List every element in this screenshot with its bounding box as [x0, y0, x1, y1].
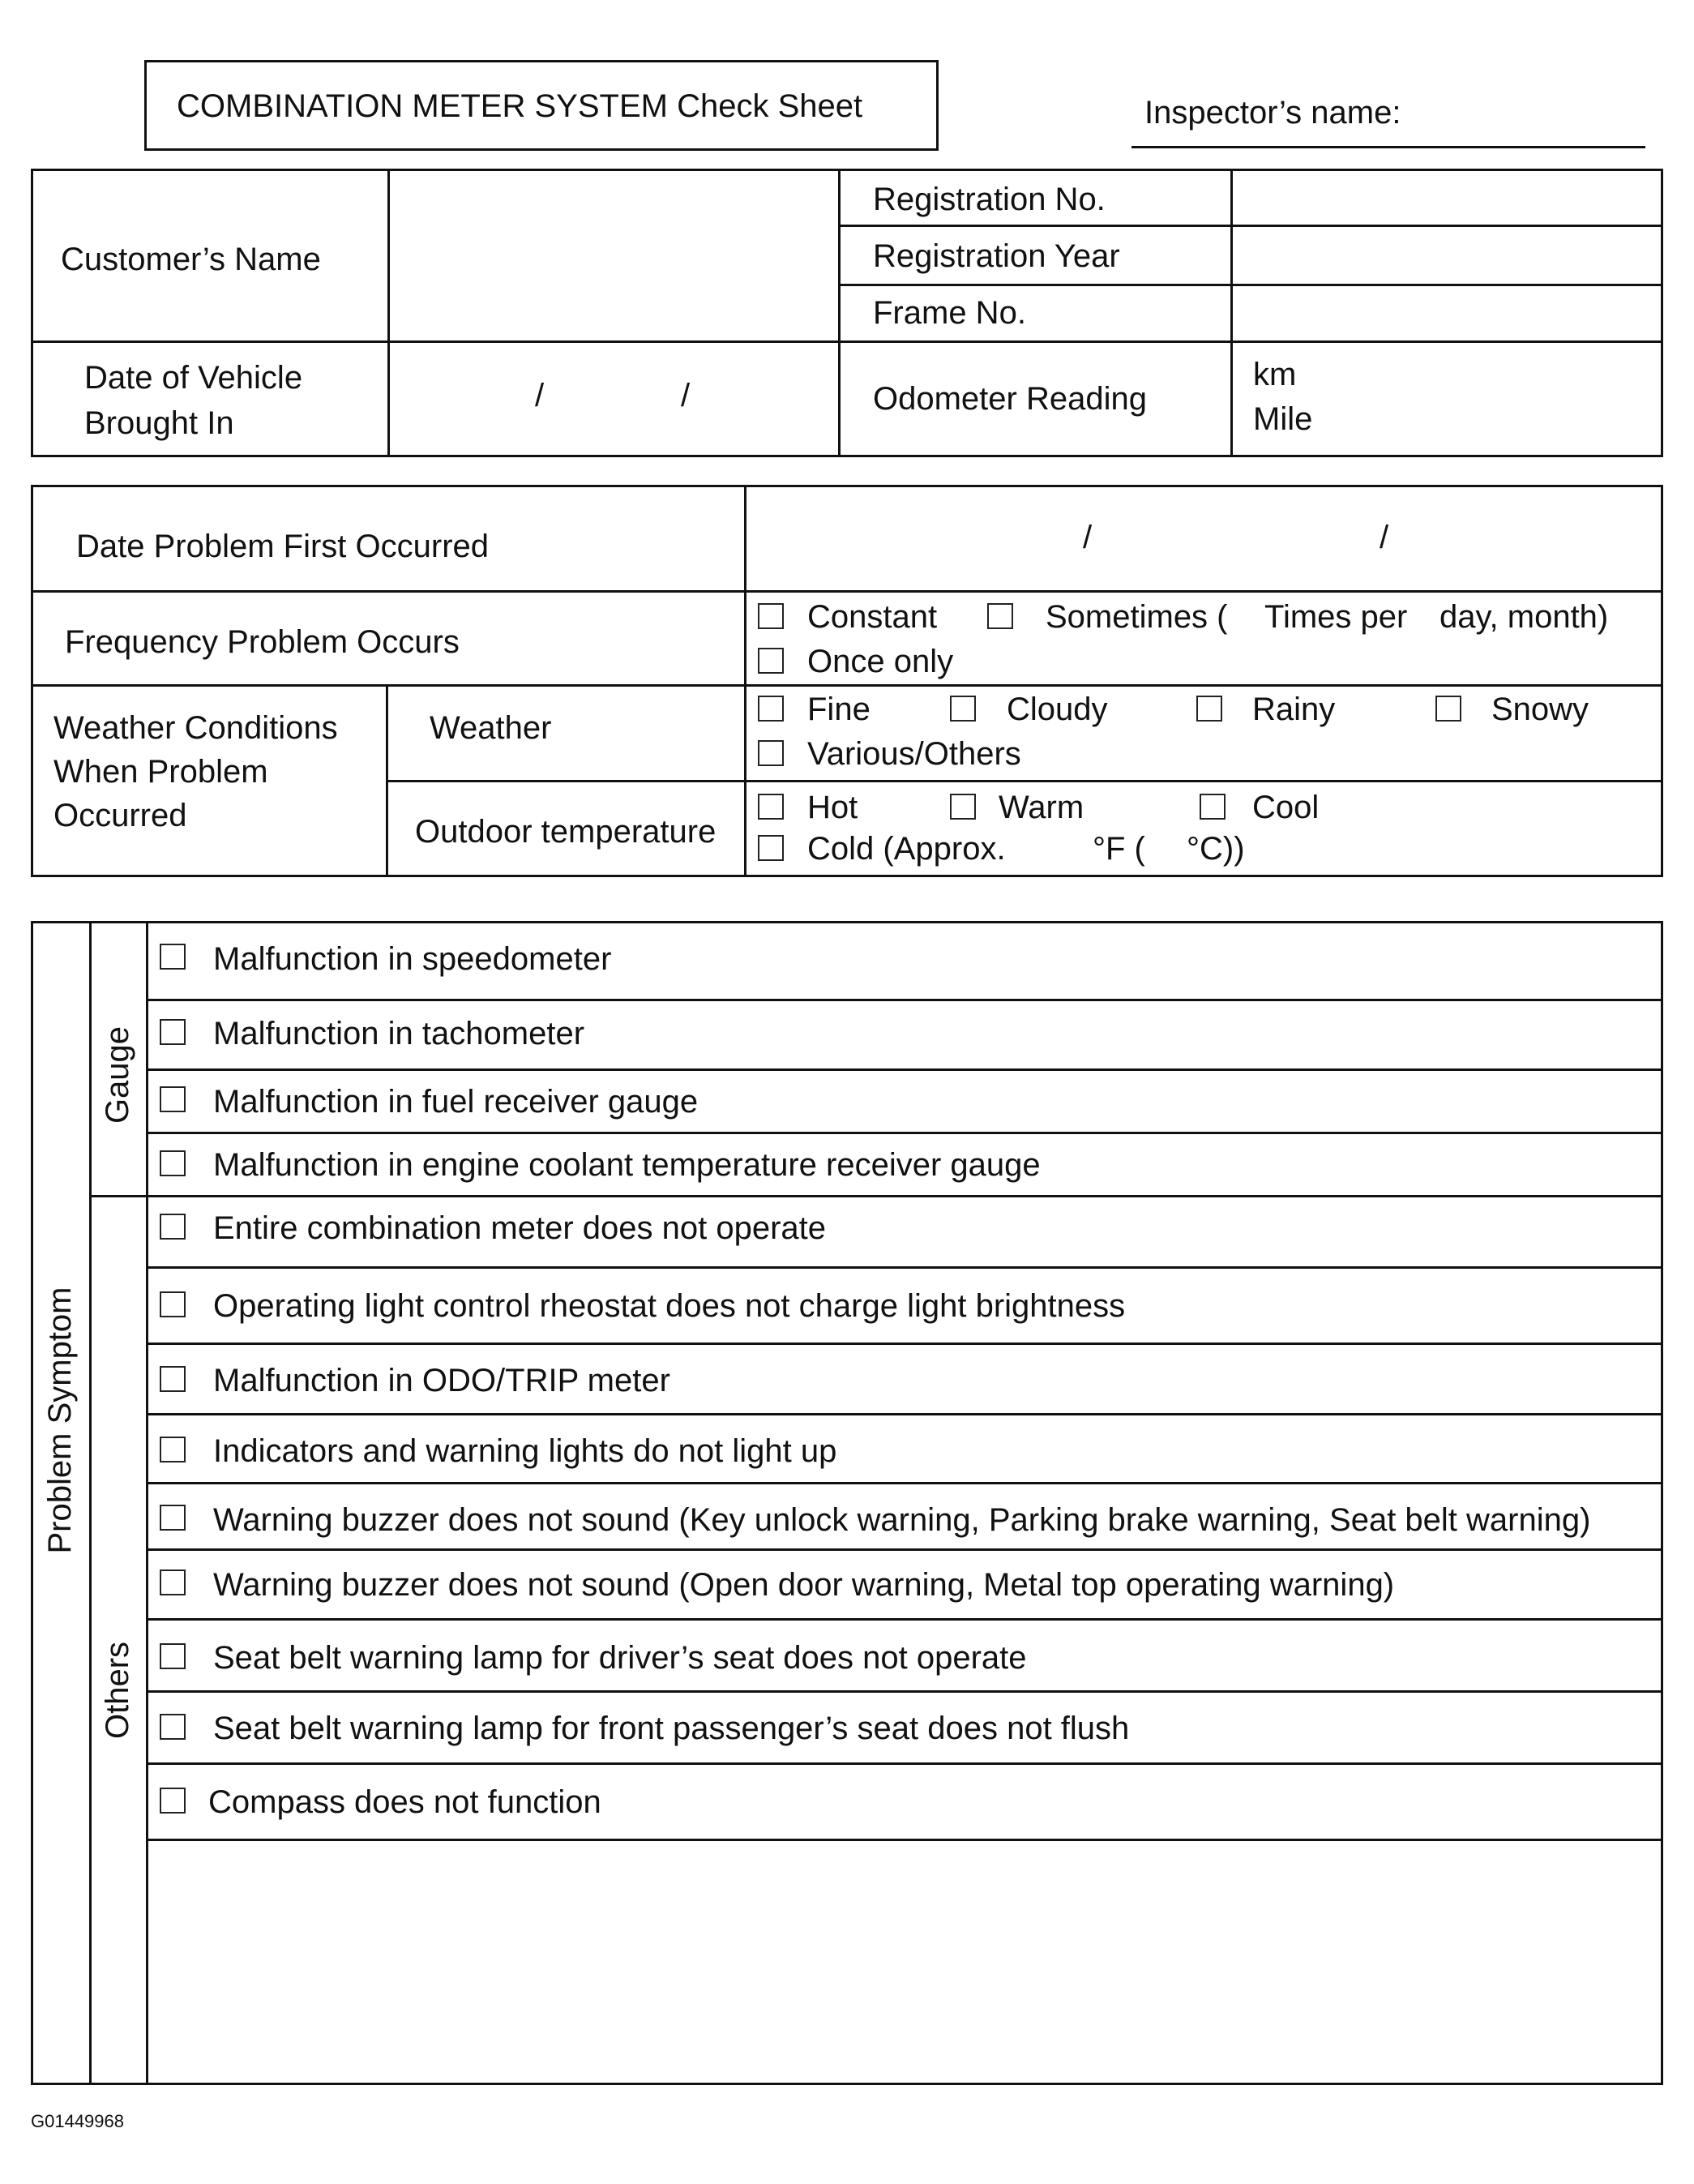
temp-cold-checkbox[interactable]	[758, 835, 784, 861]
date-brought-in-separator: /	[535, 378, 545, 413]
symptom-label: Malfunction in ODO/TRIP meter	[213, 1363, 670, 1398]
symptom-checkbox[interactable]	[160, 1505, 186, 1531]
symptom-checkbox[interactable]	[160, 1437, 186, 1462]
weather-snowy-label: Snowy	[1491, 692, 1589, 727]
frequency-constant-label: Constant	[807, 599, 938, 635]
date-brought-in-label-line2: Brought In	[84, 405, 234, 441]
symptom-label: Seat belt warning lamp for driver’s seat does not operate	[213, 1640, 1027, 1676]
registration-year-label: Registration Year	[873, 238, 1120, 274]
weather-conditions-label-line3: Occurred	[53, 798, 187, 833]
frequency-once-label: Once only	[807, 644, 954, 679]
weather-cloudy-checkbox[interactable]	[950, 696, 976, 722]
symptom-label: Operating light control rheostat does not charge light brightness	[213, 1288, 1126, 1324]
inspector-label: Inspector’s name:	[1144, 95, 1401, 131]
weather-conditions-label-line2: When Problem	[53, 754, 268, 790]
registration-no-label: Registration No.	[873, 182, 1106, 217]
symptom-label: Malfunction in speedometer	[213, 941, 612, 977]
date-first-separator: /	[1380, 520, 1389, 555]
odometer-unit-mile: Mile	[1253, 401, 1313, 437]
weather-various-label: Various/Others	[807, 736, 1021, 772]
symptom-checkbox[interactable]	[160, 1086, 186, 1112]
registration-year-field[interactable]	[1235, 229, 1660, 281]
weather-fine-checkbox[interactable]	[758, 696, 784, 722]
symptom-label: Indicators and warning lights do not light up	[213, 1433, 837, 1469]
list-item	[148, 1484, 1661, 1548]
customer-name-label: Customer’s Name	[61, 242, 321, 277]
weather-rainy-checkbox[interactable]	[1196, 696, 1222, 722]
temp-cold-label: Cold (Approx.	[807, 831, 1006, 867]
registration-no-field[interactable]	[1235, 173, 1660, 222]
symptom-checkbox[interactable]	[160, 1788, 186, 1814]
odometer-unit-km: km	[1253, 357, 1297, 392]
list-item	[148, 1765, 1661, 1839]
symptom-checkbox[interactable]	[160, 1214, 186, 1240]
temp-cool-label: Cool	[1252, 790, 1320, 825]
temp-cool-checkbox[interactable]	[1200, 794, 1226, 820]
list-item	[148, 1621, 1661, 1690]
date-first-occurred-field[interactable]	[749, 490, 1660, 588]
date-brought-in-field[interactable]	[392, 345, 835, 454]
frequency-sometimes-label: Sometimes (	[1046, 599, 1228, 635]
temp-fahrenheit-label: °F (	[1093, 831, 1145, 867]
symptom-label: Warning buzzer does not sound (Open door warning, Metal top operating warning)	[213, 1567, 1395, 1603]
date-brought-in-separator: /	[681, 378, 691, 413]
frequency-label: Frequency Problem Occurs	[65, 624, 460, 660]
weather-snowy-checkbox[interactable]	[1435, 696, 1461, 722]
symptom-checkbox[interactable]	[160, 1019, 186, 1045]
symptom-checkbox[interactable]	[160, 1714, 186, 1740]
list-item	[148, 1551, 1661, 1618]
problem-symptom-label: Problem Symptom	[42, 1287, 78, 1554]
temp-warm-checkbox[interactable]	[950, 794, 976, 820]
list-item	[148, 923, 1661, 999]
weather-label: Weather	[430, 710, 552, 746]
outdoor-temperature-label: Outdoor temperature	[415, 814, 717, 850]
weather-fine-label: Fine	[807, 692, 871, 727]
odometer-label: Odometer Reading	[873, 381, 1147, 417]
temp-hot-checkbox[interactable]	[758, 794, 784, 820]
figure-id: G01449968	[31, 2111, 124, 2131]
list-item	[148, 1269, 1661, 1343]
customer-name-field[interactable]	[392, 173, 835, 338]
frequency-day-month-label: day, month)	[1439, 599, 1609, 635]
inspector-name-line[interactable]	[1131, 146, 1645, 148]
symptom-checkbox[interactable]	[160, 1643, 186, 1669]
symptom-label: Malfunction in tachometer	[213, 1016, 585, 1051]
frequency-times-per-label: Times per	[1264, 599, 1408, 635]
weather-cloudy-label: Cloudy	[1007, 692, 1108, 727]
sheet-title: COMBINATION METER SYSTEM Check Sheet	[177, 88, 863, 124]
frame-no-label: Frame No.	[873, 295, 1026, 331]
frame-no-field[interactable]	[1235, 289, 1660, 338]
weather-conditions-label-line1: Weather Conditions	[53, 710, 338, 746]
list-item	[148, 1001, 1661, 1068]
symptom-label: Seat belt warning lamp for front passenger’s seat does not flush	[213, 1711, 1130, 1746]
date-first-occurred-label: Date Problem First Occurred	[76, 529, 490, 564]
frequency-once-checkbox[interactable]	[758, 648, 784, 674]
frequency-sometimes-checkbox[interactable]	[987, 603, 1013, 629]
symptom-label: Compass does not function	[208, 1784, 601, 1820]
list-item	[148, 1197, 1661, 1266]
symptom-checkbox[interactable]	[160, 1291, 186, 1317]
symptom-label: Warning buzzer does not sound (Key unlock warning, Parking brake warning, Seat belt warning)	[213, 1502, 1591, 1538]
frequency-constant-checkbox[interactable]	[758, 603, 784, 629]
list-item	[148, 1345, 1661, 1413]
temp-warm-label: Warm	[999, 790, 1084, 825]
weather-various-checkbox[interactable]	[758, 740, 784, 766]
symptom-checkbox[interactable]	[160, 1366, 186, 1392]
symptom-label: Entire combination meter does not operate	[213, 1210, 826, 1246]
list-item	[148, 1134, 1661, 1195]
date-brought-in-label-line1: Date of Vehicle	[84, 360, 303, 396]
gauge-group-label: Gauge	[100, 1026, 135, 1124]
list-item	[148, 1071, 1661, 1132]
temp-hot-label: Hot	[807, 790, 858, 825]
symptom-checkbox[interactable]	[160, 944, 186, 970]
symptom-label: Malfunction in fuel receiver gauge	[213, 1084, 699, 1120]
symptom-checkbox[interactable]	[160, 1150, 186, 1176]
symptom-label: Malfunction in engine coolant temperature receiver gauge	[213, 1147, 1041, 1183]
list-item	[148, 1415, 1661, 1482]
list-item	[148, 1693, 1661, 1762]
date-first-separator: /	[1083, 520, 1093, 555]
symptom-checkbox[interactable]	[160, 1569, 186, 1595]
temp-celsius-label: °C))	[1187, 831, 1245, 867]
odometer-field[interactable]	[1235, 345, 1660, 454]
blank-entry-area[interactable]	[148, 1841, 1661, 2083]
weather-rainy-label: Rainy	[1252, 692, 1336, 727]
others-group-label: Others	[100, 1641, 135, 1740]
